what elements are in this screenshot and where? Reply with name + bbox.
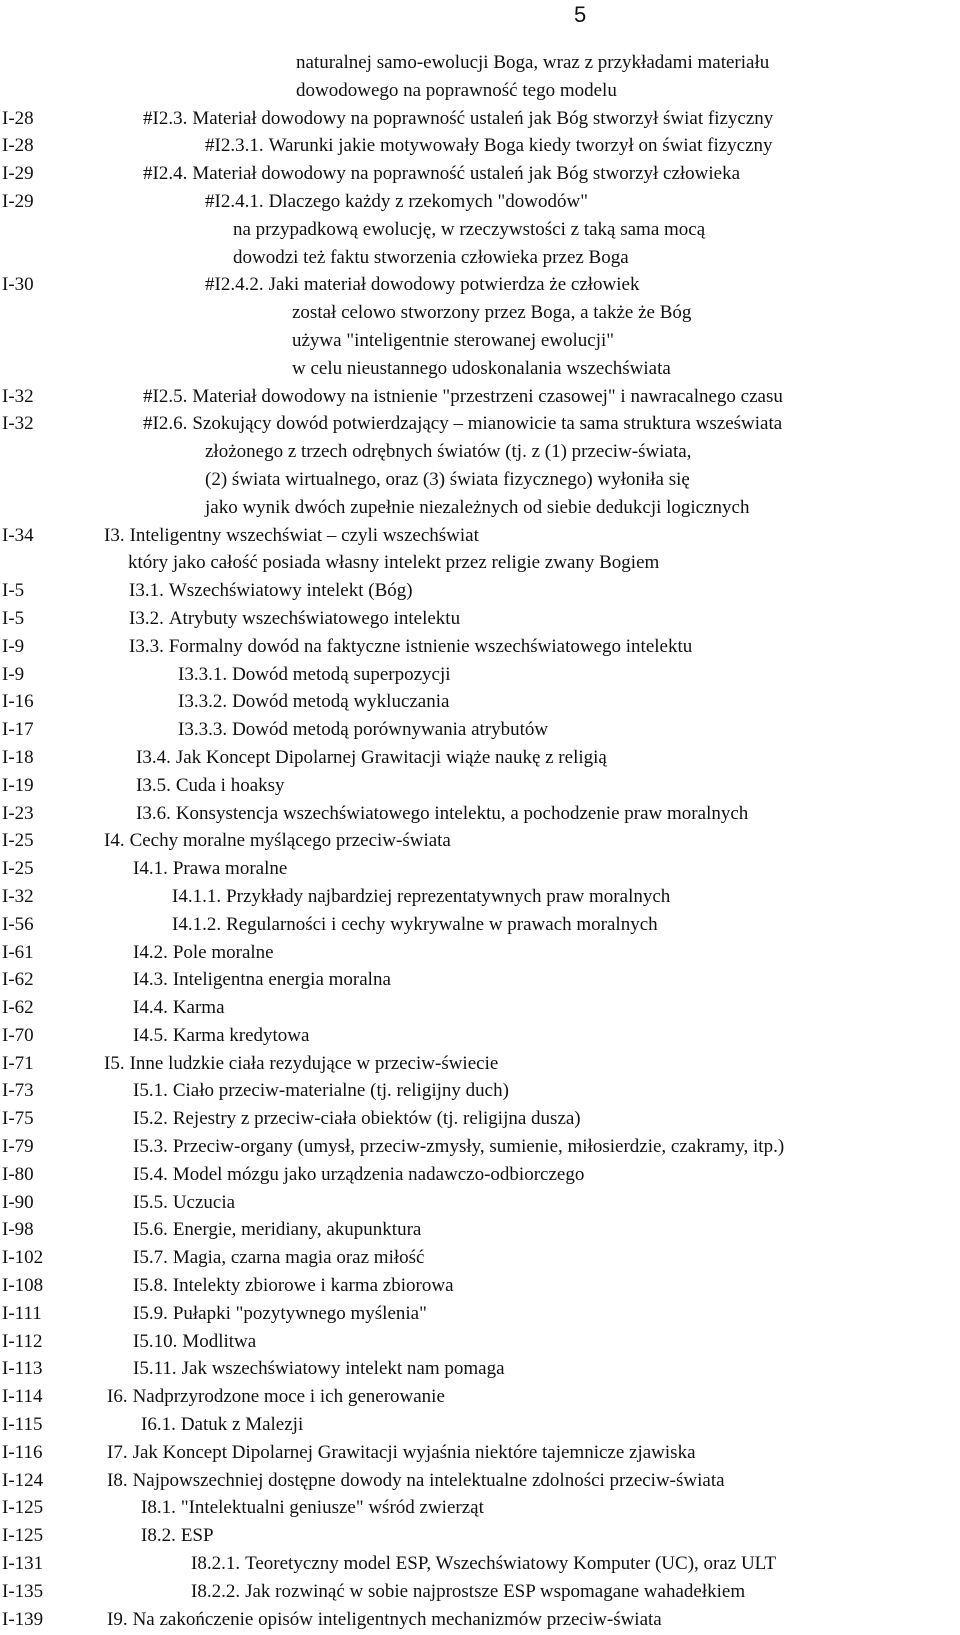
toc-entry xyxy=(104,1050,498,1078)
toc-section-title: Konsystencja wszechświatowego intelektu, a pochodzenie praw moralnych xyxy=(175,802,749,824)
toc-line xyxy=(0,1550,960,1578)
toc-section-number: I5.10. xyxy=(133,1330,178,1352)
toc-line xyxy=(0,271,960,299)
toc-page-ref: I-108 xyxy=(2,1275,44,1297)
toc-entry xyxy=(141,1494,484,1522)
toc-section-number: I5.4. xyxy=(133,1163,168,1185)
toc-section-title: Magia, czarna magia oraz miłość xyxy=(172,1247,425,1269)
toc-section-number: I3.3.1. xyxy=(178,663,228,685)
toc-entry xyxy=(133,1216,421,1244)
toc-section-title: Materiał dowodowy na poprawność ustaleń jak Bóg stworzył człowieka xyxy=(192,163,741,185)
toc-section-title: Modlitwa xyxy=(182,1330,257,1352)
toc-section-title: na przypadkową ewolucję, w rzeczywstości z taką sama mocą xyxy=(233,218,706,240)
toc-entry xyxy=(296,77,617,105)
toc-section-number: I4. xyxy=(104,830,125,852)
toc-entry xyxy=(205,466,690,494)
toc-section-title: został celowo stworzony przez Boga, a także że Bóg xyxy=(292,302,692,324)
toc-entry xyxy=(143,105,773,133)
toc-section-title: (2) świata wirtualnego, oraz (3) świata fizycznego) wyłoniła się xyxy=(205,468,690,490)
toc-page-ref: I-62 xyxy=(2,969,34,991)
toc-page-ref: I-71 xyxy=(2,1052,34,1074)
toc-section-number: I4.3. xyxy=(133,969,168,991)
toc-page-ref: I-34 xyxy=(2,524,34,546)
toc-section-title: Nadprzyrodzone moce i ich generowanie xyxy=(132,1386,445,1408)
toc-section-number: I8.2. xyxy=(141,1525,176,1547)
toc-page-ref: I-16 xyxy=(2,691,34,713)
toc-section-number: I5.2. xyxy=(133,1108,168,1130)
toc-section-title: używa "inteligentnie sterowanej ewolucji" xyxy=(292,329,615,351)
toc-page-ref: I-114 xyxy=(2,1386,43,1408)
toc-section-title: Teoretyczny model ESP, Wszechświatowy Komputer (UC), oraz ULT xyxy=(245,1553,777,1575)
toc-entry xyxy=(133,1022,309,1050)
toc-page-ref: I-111 xyxy=(2,1302,42,1324)
toc-line xyxy=(0,1272,960,1300)
toc-page-ref: I-62 xyxy=(2,997,34,1019)
toc-line xyxy=(0,1133,960,1161)
toc-entry xyxy=(296,49,769,77)
toc-line xyxy=(0,1105,960,1133)
page-number: 5 xyxy=(574,2,587,27)
toc-line xyxy=(0,1578,960,1606)
toc-entry xyxy=(104,827,451,855)
toc-entry xyxy=(205,438,691,466)
toc-section-title: który jako całość posiada własny intelekt przez religie zwany Bogiem xyxy=(128,552,660,574)
toc-section-number: I6. xyxy=(107,1386,128,1408)
toc-line xyxy=(0,1022,960,1050)
toc-section-number: I5.6. xyxy=(133,1219,168,1241)
toc-line xyxy=(0,1411,960,1439)
toc-line xyxy=(0,327,960,355)
toc-page-ref: I-25 xyxy=(2,830,34,852)
toc-line xyxy=(0,1439,960,1467)
toc-page-ref: I-113 xyxy=(2,1358,43,1380)
toc-section-title: Model mózgu jako urządzenia nadawczo-odbiorczego xyxy=(172,1163,585,1185)
toc-section-number: I6.1. xyxy=(141,1414,176,1436)
toc-section-number: I4.1.2. xyxy=(172,913,222,935)
toc-page-ref: I-18 xyxy=(2,746,34,768)
toc-section-number: I3. xyxy=(104,524,125,546)
toc-page-ref: I-32 xyxy=(2,413,34,435)
toc-section-number: I3.4. xyxy=(136,746,171,768)
toc-page-ref: I-124 xyxy=(2,1469,44,1491)
toc-section-number: I5.1. xyxy=(133,1080,168,1102)
toc-entry xyxy=(133,1133,784,1161)
toc-line xyxy=(0,244,960,272)
toc-line xyxy=(0,1467,960,1495)
toc-section-number: #I2.5. xyxy=(143,385,188,407)
toc-line xyxy=(0,1216,960,1244)
toc-section-title: złożonego z trzech odrębnych światów (tj. z (1) przeciw-świata, xyxy=(205,441,692,463)
toc-section-title: Rejestry z przeciw-ciała obiektów (tj. religijna dusza) xyxy=(172,1108,581,1130)
toc-section-title: Jak wszechświatowy intelekt nam pomaga xyxy=(181,1358,505,1380)
toc-line xyxy=(0,132,960,160)
toc-line xyxy=(0,77,960,105)
toc-entry xyxy=(133,1300,427,1328)
toc-line xyxy=(0,216,960,244)
toc-line xyxy=(0,1494,960,1522)
toc-entry xyxy=(172,911,658,939)
toc-section-title: Inteligentna energia moralna xyxy=(172,969,391,991)
toc-page-ref: I-25 xyxy=(2,858,34,880)
toc-entry xyxy=(107,1383,445,1411)
toc-section-title: Jak Koncept Dipolarnej Grawitacji wyjaśnia niektóre tajemnicze zjawiska xyxy=(132,1441,696,1463)
toc-section-title: Przykłady najbardziej reprezentatywnych praw moralnych xyxy=(226,885,671,907)
toc-section-number: I8.2.1. xyxy=(191,1553,241,1575)
toc-section-title: Dlaczego każdy z rzekomych "dowodów" xyxy=(268,190,588,212)
toc-entry xyxy=(133,1077,509,1105)
toc-entry xyxy=(133,1355,505,1383)
toc-section-title: Jak rozwinąć w sobie najprostsze ESP wspomagane wahadełkiem xyxy=(245,1580,746,1602)
toc-entry xyxy=(107,1439,696,1467)
toc-entry xyxy=(104,522,479,550)
toc-section-title: naturalnej samo-ewolucji Boga, wraz z przykładami materiału xyxy=(296,52,770,73)
table-of-contents xyxy=(0,49,960,1633)
toc-line xyxy=(0,549,960,577)
toc-page-ref: I-5 xyxy=(2,580,25,602)
toc-line xyxy=(0,49,960,77)
toc-section-title: Jak Koncept Dipolarnej Grawitacji wiąże naukę z religią xyxy=(175,746,607,768)
toc-section-number: I5.5. xyxy=(133,1191,168,1213)
toc-section-number: I8.2.2. xyxy=(191,1580,241,1602)
toc-entry xyxy=(191,1578,745,1606)
toc-section-number: #I2.6. xyxy=(143,413,188,435)
toc-entry xyxy=(143,410,782,438)
toc-page-ref: I-79 xyxy=(2,1136,34,1158)
toc-entry xyxy=(133,1244,424,1272)
toc-line xyxy=(0,1383,960,1411)
toc-line xyxy=(0,827,960,855)
toc-line xyxy=(0,1050,960,1078)
toc-entry xyxy=(107,1467,725,1495)
toc-section-title: Dowód metodą wykluczania xyxy=(232,691,450,713)
toc-section-number: I8. xyxy=(107,1469,128,1491)
toc-entry xyxy=(133,994,225,1022)
toc-line xyxy=(0,355,960,383)
toc-section-title: Prawa moralne xyxy=(172,858,288,880)
toc-section-number: I7. xyxy=(107,1441,128,1463)
toc-section-title: "Intelektualni geniusze" wśród zwierząt xyxy=(180,1497,484,1519)
toc-section-number: #I2.3.1. xyxy=(205,135,264,157)
toc-entry xyxy=(129,633,692,661)
toc-line xyxy=(0,939,960,967)
toc-section-title: Karma kredytowa xyxy=(172,1024,310,1046)
toc-section-number: I3.3.3. xyxy=(178,719,228,741)
toc-line xyxy=(0,160,960,188)
toc-section-title: Ciało przeciw-materialne (tj. religijny duch) xyxy=(172,1080,509,1102)
toc-page-ref: I-102 xyxy=(2,1247,44,1269)
toc-line xyxy=(0,105,960,133)
toc-entry xyxy=(205,271,639,299)
toc-section-number: I5.8. xyxy=(133,1275,168,1297)
toc-entry xyxy=(133,939,274,967)
toc-section-title: Na zakończenie opisów inteligentnych mechanizmów przeciw-świata xyxy=(132,1608,662,1630)
toc-line xyxy=(0,494,960,522)
toc-page-ref: I-98 xyxy=(2,1219,34,1241)
toc-section-title: Pułapki "pozytywnego myślenia" xyxy=(172,1302,427,1324)
toc-section-number: I4.4. xyxy=(133,997,168,1019)
toc-entry xyxy=(133,1161,584,1189)
toc-section-title: Pole moralne xyxy=(172,941,274,963)
toc-page-ref: I-125 xyxy=(2,1525,44,1547)
toc-section-number: I4.2. xyxy=(133,941,168,963)
toc-entry xyxy=(133,855,287,883)
toc-section-number: I3.3. xyxy=(129,635,164,657)
toc-entry xyxy=(107,1606,662,1634)
toc-page-ref: I-9 xyxy=(2,663,25,685)
toc-page-ref: I-5 xyxy=(2,607,25,629)
toc-section-title: Cechy moralne myślącego przeciw-świata xyxy=(129,830,451,852)
toc-page-ref: I-9 xyxy=(2,635,25,657)
toc-section-number: #I2.4.2. xyxy=(205,274,264,296)
toc-line xyxy=(0,716,960,744)
toc-line xyxy=(0,800,960,828)
toc-line xyxy=(0,438,960,466)
toc-page-ref: I-23 xyxy=(2,802,34,824)
toc-section-number: I5.9. xyxy=(133,1302,168,1324)
toc-section-number: #I2.4. xyxy=(143,163,188,185)
toc-section-title: jako wynik dwóch zupełnie niezależnych od siebie dedukcji logicznych xyxy=(205,496,750,518)
toc-line xyxy=(0,1328,960,1356)
toc-section-title: Energie, meridiany, akupunktura xyxy=(172,1219,422,1241)
toc-section-title: Wszechświatowy intelekt (Bóg) xyxy=(168,580,413,602)
toc-entry xyxy=(292,355,671,383)
toc-entry xyxy=(128,549,659,577)
toc-section-number: #I2.3. xyxy=(143,107,188,129)
toc-section-number: I3.3.2. xyxy=(178,691,228,713)
toc-section-number: #I2.4.1. xyxy=(205,190,264,212)
toc-line xyxy=(0,605,960,633)
toc-section-title: Uczucia xyxy=(172,1191,236,1213)
toc-section-number: I3.1. xyxy=(129,580,164,602)
toc-page-ref: I-19 xyxy=(2,774,34,796)
toc-line xyxy=(0,299,960,327)
toc-section-title: Materiał dowodowy na poprawność ustaleń jak Bóg stworzył świat fizyczny xyxy=(192,107,774,129)
toc-section-title: Materiał dowodowy na istnienie "przestrzeni czasowej" i nawracalnego czasu xyxy=(192,385,783,407)
toc-entry xyxy=(292,299,691,327)
toc-line xyxy=(0,883,960,911)
toc-entry xyxy=(133,1328,256,1356)
toc-section-title: Dowód metodą superpozycji xyxy=(232,663,451,685)
toc-line xyxy=(0,966,960,994)
toc-page-ref: I-29 xyxy=(2,190,34,212)
toc-line xyxy=(0,1522,960,1550)
toc-entry xyxy=(143,383,783,411)
toc-entry xyxy=(233,216,705,244)
toc-line xyxy=(0,1355,960,1383)
toc-section-title: Datuk z Malezji xyxy=(180,1414,304,1436)
toc-page-ref: I-70 xyxy=(2,1024,34,1046)
toc-page-ref: I-90 xyxy=(2,1191,34,1213)
toc-section-number: I5.7. xyxy=(133,1247,168,1269)
toc-section-number: I4.5. xyxy=(133,1024,168,1046)
toc-page-ref: I-115 xyxy=(2,1414,43,1436)
toc-line xyxy=(0,661,960,689)
toc-page-ref: I-135 xyxy=(2,1580,44,1602)
toc-section-number: I3.6. xyxy=(136,802,171,824)
toc-page-ref: I-30 xyxy=(2,274,34,296)
toc-section-title: Inteligentny wszechświat – czyli wszechświat xyxy=(129,524,479,546)
toc-entry xyxy=(143,160,740,188)
toc-page-ref: I-29 xyxy=(2,163,34,185)
toc-page-ref: I-139 xyxy=(2,1608,44,1630)
toc-section-title: ESP xyxy=(180,1525,214,1547)
toc-line xyxy=(0,911,960,939)
toc-section-title: Inne ludzkie ciała rezydujące w przeciw-świecie xyxy=(129,1052,499,1074)
toc-section-number: I5.3. xyxy=(133,1136,168,1158)
toc-section-title: Regularności i cechy wykrywalne w prawach moralnych xyxy=(226,913,658,935)
toc-section-number: I3.5. xyxy=(136,774,171,796)
toc-page-ref: I-17 xyxy=(2,719,34,741)
toc-section-title: dowodzi też faktu stworzenia człowieka przez Boga xyxy=(233,246,629,268)
toc-entry xyxy=(292,327,614,355)
toc-line xyxy=(0,1161,960,1189)
toc-section-title: Przeciw-organy (umysł, przeciw-zmysły, sumienie, miłosierdzie, czakramy, itp.) xyxy=(172,1136,785,1158)
toc-entry xyxy=(178,716,548,744)
toc-page-ref: I-56 xyxy=(2,913,34,935)
toc-line xyxy=(0,772,960,800)
toc-section-title: Warunki jakie motywowały Boga kiedy tworzył on świat fizyczny xyxy=(268,135,773,157)
toc-entry xyxy=(178,661,451,689)
toc-section-number: I4.1.1. xyxy=(172,885,222,907)
toc-section-title: Intelekty zbiorowe i karma zbiorowa xyxy=(172,1275,454,1297)
toc-line xyxy=(0,744,960,772)
toc-page-ref: I-125 xyxy=(2,1497,44,1519)
toc-entry xyxy=(205,132,773,160)
toc-line xyxy=(0,688,960,716)
toc-entry xyxy=(133,1272,454,1300)
toc-entry xyxy=(178,688,449,716)
toc-section-title: Cuda i hoaksy xyxy=(175,774,285,796)
toc-entry xyxy=(136,800,748,828)
toc-entry xyxy=(129,577,413,605)
toc-entry xyxy=(233,244,629,272)
toc-page-ref: I-116 xyxy=(2,1441,43,1463)
toc-section-title: Karma xyxy=(172,997,225,1019)
toc-entry xyxy=(141,1522,214,1550)
toc-entry xyxy=(133,1105,581,1133)
toc-page-ref: I-80 xyxy=(2,1163,34,1185)
toc-section-title: w celu nieustannego udoskonalania wszechświata xyxy=(292,357,671,379)
toc-page-ref: I-131 xyxy=(2,1553,44,1575)
toc-page-ref: I-32 xyxy=(2,385,34,407)
toc-line xyxy=(0,410,960,438)
toc-entry xyxy=(191,1550,776,1578)
toc-line xyxy=(0,1189,960,1217)
toc-page-ref: I-112 xyxy=(2,1330,43,1352)
toc-section-title: Atrybuty wszechświatowego intelektu xyxy=(168,607,461,629)
toc-page-ref: I-73 xyxy=(2,1080,34,1102)
toc-section-title: Dowód metodą porównywania atrybutów xyxy=(232,719,549,741)
toc-page-ref: I-28 xyxy=(2,107,34,129)
toc-line xyxy=(0,1244,960,1272)
toc-section-number: I9. xyxy=(107,1608,128,1630)
toc-section-number: I3.2. xyxy=(129,607,164,629)
toc-line xyxy=(0,855,960,883)
toc-page-ref: I-28 xyxy=(2,135,34,157)
toc-section-title: Formalny dowód na faktyczne istnienie wszechświatowego intelektu xyxy=(168,635,693,657)
toc-line xyxy=(0,383,960,411)
toc-line xyxy=(0,188,960,216)
toc-entry xyxy=(172,883,670,911)
toc-page-ref: I-61 xyxy=(2,941,34,963)
toc-line xyxy=(0,577,960,605)
toc-section-number: I5.11. xyxy=(133,1358,177,1380)
toc-section-number: I4.1. xyxy=(133,858,168,880)
toc-entry xyxy=(205,188,588,216)
toc-section-title: Najpowszechniej dostępne dowody na intelektualne zdolności przeciw-świata xyxy=(132,1469,725,1491)
toc-page-ref: I-75 xyxy=(2,1108,34,1130)
toc-line xyxy=(0,522,960,550)
toc-entry xyxy=(136,744,607,772)
toc-section-title: Szokujący dowód potwierdzający – mianowicie ta sama struktura wszeświata xyxy=(192,413,783,435)
toc-section-number: I5. xyxy=(104,1052,125,1074)
toc-entry xyxy=(136,772,285,800)
toc-line xyxy=(0,633,960,661)
toc-entry xyxy=(129,605,460,633)
toc-section-title: Jaki materiał dowodowy potwierdza że człowiek xyxy=(268,274,640,296)
toc-entry xyxy=(133,966,391,994)
toc-line xyxy=(0,994,960,1022)
toc-line xyxy=(0,466,960,494)
toc-section-title: dowodowego na poprawność tego modelu xyxy=(296,79,617,101)
toc-page-ref: I-32 xyxy=(2,885,34,907)
toc-entry xyxy=(141,1411,303,1439)
toc-line xyxy=(0,1606,960,1634)
toc-section-number: I8.1. xyxy=(141,1497,176,1519)
toc-line xyxy=(0,1300,960,1328)
toc-entry xyxy=(133,1189,235,1217)
toc-entry xyxy=(205,494,749,522)
toc-line xyxy=(0,1077,960,1105)
